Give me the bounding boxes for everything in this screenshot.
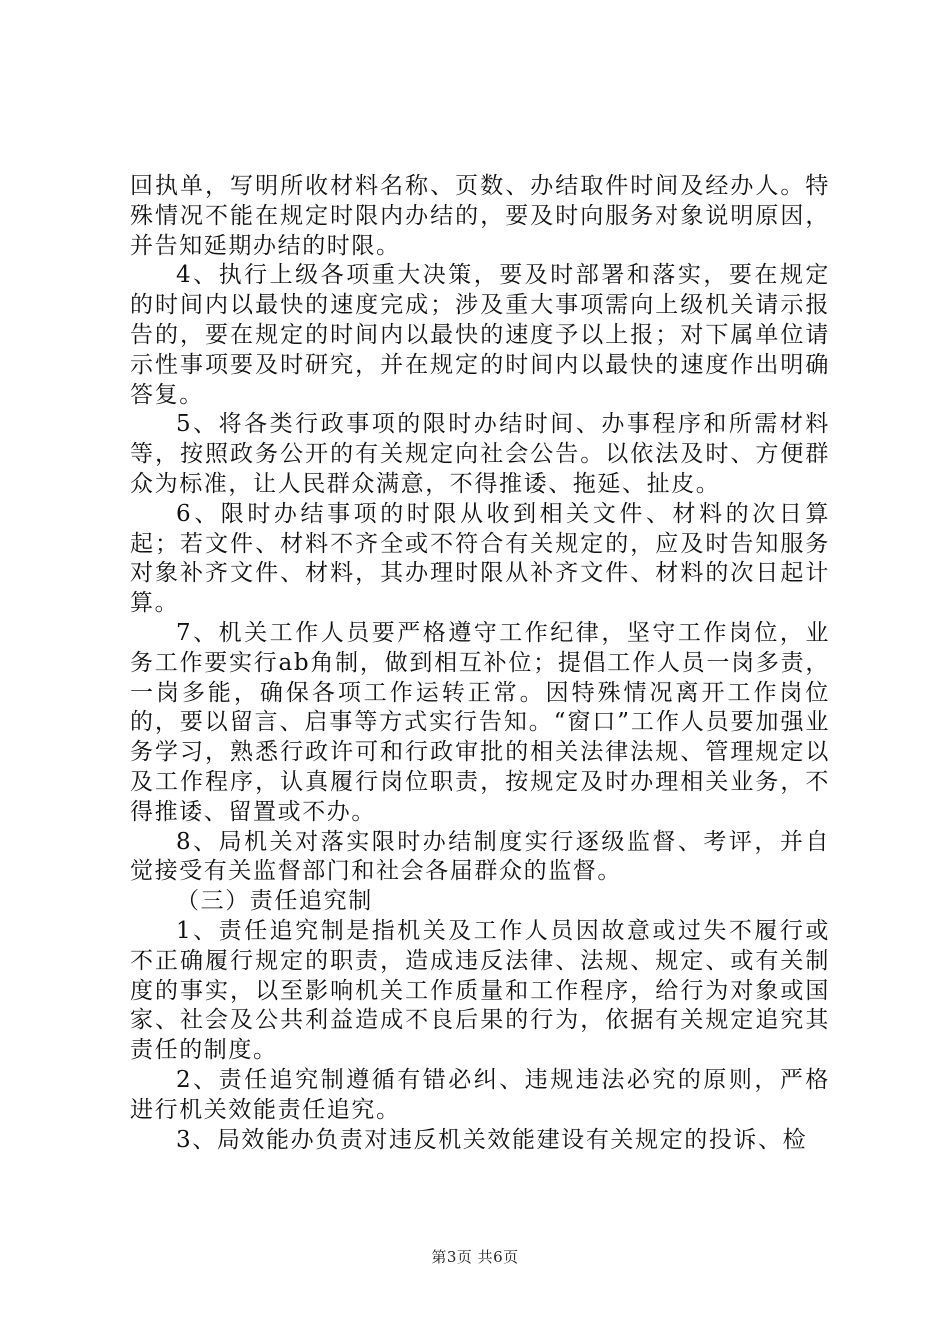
section-paragraph-1: 1、责任追究制是指机关及工作人员因故意或过失不履行或不正确履行规定的职责，造成违反法律、法规、规定、或有关制度的事实，以至影响机关工作质量和工作程序，给行为对象或国家、社会及公共利益造成不良后果的行为，依据有关规定追究其责任的制度。 [130,917,830,1064]
paragraph-continuation: 回执单，写明所收材料名称、页数、办结取件时间及经办人。特殊情况不能在规定时限内办结的，要及时向服务对象说明原因，并告知延期办结的时限。 [130,173,830,259]
paragraph-item-6: 6、限时办结事项的时限从收到相关文件、材料的次日算起；若文件、材料不齐全或不符合有关规定的，应及时告知服务对象补齐文件、材料，其办理时限从补齐文件、材料的次日起计算。 [130,500,830,617]
section-paragraph-3: 3、局效能办负责对违反机关效能建设有关规定的投诉、检 [176,1126,808,1153]
section-paragraph-2: 2、责任追究制遵循有错必纠、违规违法必究的原则，严格进行机关效能责任追究。 [130,1066,830,1123]
document-body [130,172,830,1155]
paragraph-item-4: 4、执行上级各项重大决策，要及时部署和落实，要在规定的时间内以最快的速度完成；涉及重大事项需向上级机关请示报告的，要在规定的时间内以最快的速度予以上报；对下属单位请示性事项要及时研究，并在规定的时间内以最快的速度作出明确答复。 [130,262,830,408]
page-number-footer: 第3页 共6页 [431,1248,519,1266]
section-heading: （三）责任追究制 [176,888,373,915]
paragraph-item-5: 5、将各类行政事项的限时办结时间、办事程序和所需材料等，按照政务公开的有关规定向社会公告。以依法及时、方便群众为标准，让人民群众满意，不得推诿、拖延、扯皮。 [130,411,830,497]
paragraph-item-7: 7、机关工作人员要严格遵守工作纪律，坚守工作岗位，业务工作要实行ab角制，做到相互补位；提倡工作人员一岗多责，一岗多能，确保各项工作运转正常。因特殊情况离开工作岗位的，要以留言、启事等方式实行告知。“窗口”工作人员要加强业务学习，熟悉行政许可和行政审批的相关法律法规、管理规定以及工作程序，认真履行岗位职责，按规定及时办理相关业务，不得推诿、留置或不办。 [130,619,830,825]
paragraph-item-8: 8、局机关对落实限时办结制度实行逐级监督、考评，并自觉接受有关监督部门和社会各届群众的监督。 [130,828,830,885]
